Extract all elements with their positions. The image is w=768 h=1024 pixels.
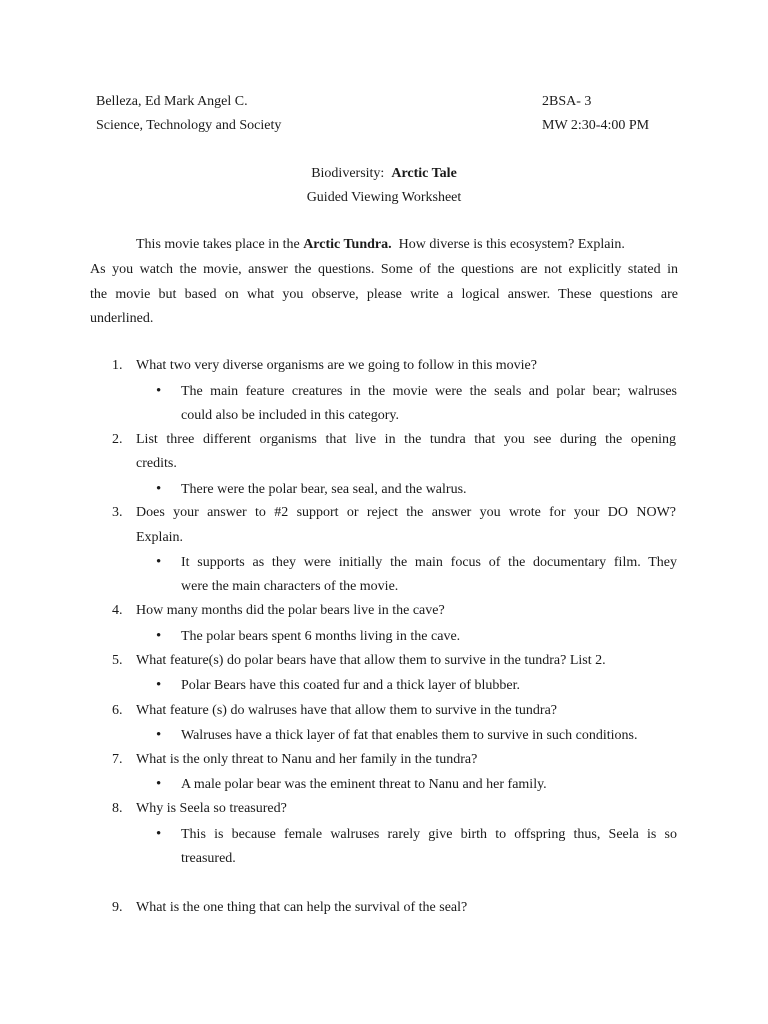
question-text: How many months did the polar bears live in the cave? <box>136 603 445 618</box>
question-number: 3. <box>112 505 123 520</box>
question-text: credits. <box>136 456 177 471</box>
question-text: What is the only threat to Nanu and her family in the tundra? <box>136 752 478 767</box>
answer-text: There were the polar bear, sea seal, and the walrus. <box>181 482 467 497</box>
answer-text: This is because female walruses rarely give birth to offspring thus, Seela is so <box>181 827 677 842</box>
question-number: 8. <box>112 801 123 816</box>
intro-bold-phrase: Arctic Tundra. <box>303 237 392 252</box>
answer-text: It supports as they were initially the main focus of the documentary film. They <box>181 555 677 570</box>
intro-line-4: underlined. <box>90 311 154 326</box>
question-number: 7. <box>112 752 123 767</box>
question-number: 5. <box>112 653 123 668</box>
answer-text: could also be included in this category. <box>181 408 399 423</box>
question-text: What two very diverse organisms are we going to follow in this movie? <box>136 358 537 373</box>
question-text: List three different organisms that live in the tundra that you see during the opening <box>136 432 676 447</box>
title-main: Arctic Tale <box>391 166 457 181</box>
bullet-icon: • <box>156 554 162 570</box>
question-text: Why is Seela so treasured? <box>136 801 287 816</box>
answer-text: Polar Bears have this coated fur and a thick layer of blubber. <box>181 678 520 693</box>
question-text: What feature (s) do walruses have that allow them to survive in the tundra? <box>136 703 558 718</box>
question-text: Does your answer to #2 support or reject the answer you wrote for your DO NOW? <box>136 505 676 520</box>
answer-text: The main feature creatures in the movie were the seals and polar bear; walruses <box>181 384 677 399</box>
bullet-icon: • <box>156 826 162 842</box>
title-prefix: Biodiversity: <box>311 166 385 181</box>
intro-line-2: As you watch the movie, answer the questions. Some of the questions are not explicitly stated in <box>90 262 678 277</box>
bullet-icon: • <box>156 628 162 644</box>
intro-line-3: the movie but based on what you observe, please write a logical answer. These questions are <box>90 287 678 302</box>
bullet-icon: • <box>156 677 162 693</box>
answer-text: A male polar bear was the eminent threat to Nanu and her family. <box>181 777 547 792</box>
student-name: Belleza, Ed Mark Angel C. <box>96 94 248 109</box>
question-number: 9. <box>112 900 123 915</box>
question-number: 2. <box>112 432 123 447</box>
question-text: What is the one thing that can help the survival of the seal? <box>136 900 468 915</box>
answer-text: The polar bears spent 6 months living in the cave. <box>181 629 461 644</box>
course-name: Science, Technology and Society <box>96 118 282 133</box>
question-number: 1. <box>112 358 123 373</box>
class-schedule: MW 2:30-4:00 PM <box>542 118 650 133</box>
worksheet-subtitle: Guided Viewing Worksheet <box>306 190 462 205</box>
bullet-icon: • <box>156 383 162 399</box>
answer-text: Walruses have a thick layer of fat that enables them to survive in such conditions. <box>181 728 638 743</box>
worksheet-title <box>0 166 768 182</box>
answer-text: treasured. <box>181 851 236 866</box>
question-text: Explain. <box>136 530 184 545</box>
intro-line-1: This movie takes place in the Arctic Tundra. How diverse is this ecosystem? Explain. <box>136 237 625 252</box>
bullet-icon: • <box>156 727 162 743</box>
answer-text: were the main characters of the movie. <box>181 579 399 594</box>
section-code: 2BSA- 3 <box>542 94 592 109</box>
bullet-icon: • <box>156 481 162 497</box>
question-number: 4. <box>112 603 123 618</box>
question-text: What feature(s) do polar bears have that allow them to survive in the tundra? List 2. <box>136 653 606 668</box>
bullet-icon: • <box>156 776 162 792</box>
question-number: 6. <box>112 703 123 718</box>
